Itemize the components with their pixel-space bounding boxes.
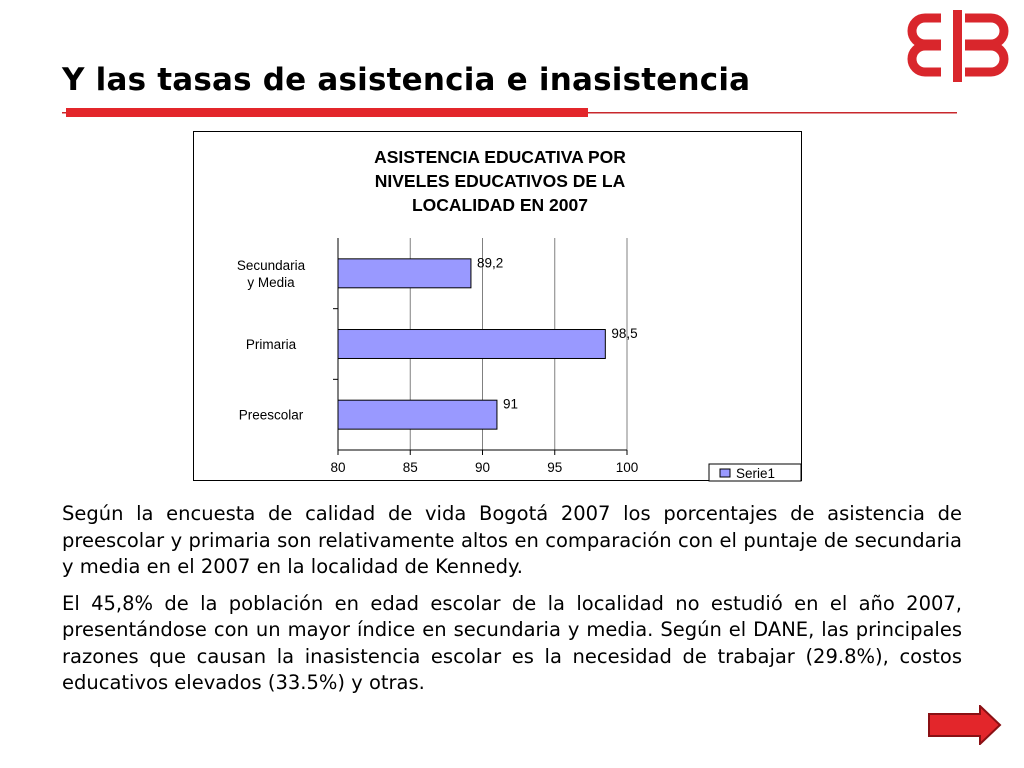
paragraph-1: Según la encuesta de calidad de vida Bogotá 2007 los porcentajes de asistencia de preescolar y primaria son relativamente altos en comparación con el puntaje de secundaria y media en el 2007 en la localidad de Kennedy.: [62, 502, 962, 578]
x-tick-label: 80: [330, 460, 346, 475]
logo-stem: [953, 10, 962, 82]
bar-value-label: 98,5: [611, 326, 638, 341]
x-tick-label: 90: [474, 460, 491, 475]
bar-value-label: 89,2: [476, 255, 504, 271]
category-label: Primaria: [245, 337, 297, 352]
x-tick-label: 100: [615, 460, 639, 475]
chart-title-line: ASISTENCIA EDUCATIVA POR: [374, 147, 626, 167]
right-arrow-icon: [929, 706, 1000, 744]
attendance-chart: [193, 131, 802, 481]
bar-value-label: 91: [502, 396, 518, 412]
slide-title: Y las tasas de asistencia e inasistencia: [62, 62, 751, 98]
chart-title-line: NIVELES EDUCATIVOS DE LA: [374, 171, 626, 191]
x-tick-label: 95: [547, 460, 563, 475]
body-text: [62, 501, 962, 707]
bar: [338, 330, 605, 359]
logo-left-c-top: [912, 18, 941, 44]
title-underline: [62, 104, 957, 120]
logo: [895, 6, 1023, 84]
next-slide-button[interactable]: [928, 705, 1002, 745]
legend-label: Serie1: [736, 466, 776, 481]
category-label: Preescolar: [238, 407, 304, 423]
x-tick-label: 85: [402, 460, 418, 475]
logo-right-b-top: [965, 18, 1004, 44]
chart-title-line: LOCALIDAD EN 2007: [411, 195, 589, 215]
category-label: Secundaria: [236, 257, 306, 273]
category-label: y Media: [247, 274, 295, 290]
legend-swatch: [720, 469, 730, 477]
bar: [338, 400, 497, 429]
logo-right-b-bottom: [965, 46, 1004, 72]
logo-left-c-bottom: [912, 46, 941, 72]
paragraph-2: El 45,8% de la población en edad escolar de la localidad no estudió en el año 2007, presentándose con un mayor índice en secundaria y media. Según el DANE, las principales razones que causan la inasistencia escolar es la necesidad de trabajar (29.8%), costos educativos elevados (33.5%) y otras.: [62, 591, 962, 694]
bar: [338, 259, 471, 288]
